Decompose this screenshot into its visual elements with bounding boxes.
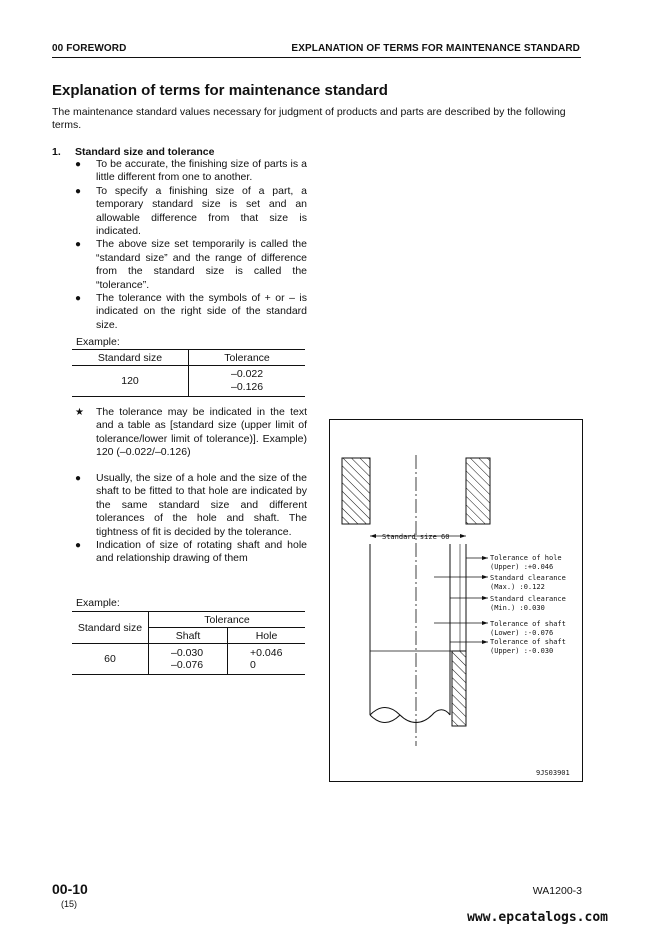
- diagram-label: Standard clearance: [490, 574, 566, 582]
- section-title: Standard size and tolerance: [75, 146, 215, 158]
- diagram-drawing: [330, 420, 582, 781]
- table-header: Standard size: [72, 612, 149, 644]
- star-icon: ★: [75, 407, 84, 418]
- diagram-label: (Upper) :+0.046: [490, 563, 554, 571]
- diagram-label: (Upper) :-0.030: [490, 647, 554, 655]
- table-cell: –0.030 –0.076: [149, 644, 228, 675]
- list-item: ● To specify a finishing size of a part, a temporary standard size is set and an allowable difference from that size is indicated.: [75, 184, 307, 238]
- example-2-label: Example:: [76, 597, 120, 609]
- shaft-hole-diagram: [329, 419, 583, 782]
- list-item: ● Indication of size of rotating shaft and hole and relationship drawing of them: [75, 539, 307, 565]
- table-cell: 120: [72, 366, 189, 397]
- page-title: Explanation of terms for maintenance standard: [52, 82, 388, 99]
- bullet-icon: ●: [75, 293, 82, 305]
- list-item: ● Usually, the size of a hole and the size of the shaft to be fitted to that hole are indicated by the same standard size and different tolerances of the hole and shaft. The tightness of fit is decided by the tolerance.: [75, 472, 307, 538]
- diagram-label: (Min.) :0.030: [490, 604, 545, 612]
- example-1-table: [72, 349, 305, 397]
- list-item: ● The tolerance with the symbols of + or – is indicated on the right side of the standard size.: [75, 292, 307, 331]
- list-item: ● The above size set temporarily is called the “standard size” and the range of difference from the standard size is called the “tolerance”.: [75, 238, 307, 291]
- bullet-list-fit: [75, 472, 307, 566]
- header-rule: [52, 57, 581, 58]
- table-header: Standard size: [72, 350, 189, 366]
- example-1-label: Example:: [76, 336, 120, 348]
- header-title: EXPLANATION OF TERMS FOR MAINTENANCE STANDARD: [291, 43, 580, 54]
- table-header: Tolerance: [149, 612, 306, 628]
- diagram-label: Tolerance of shaft: [490, 638, 566, 646]
- section-number: 1.: [52, 146, 61, 158]
- bullet-icon: ●: [75, 540, 82, 552]
- diagram-label: Tolerance of hole: [490, 554, 562, 562]
- table-cell: +0.046 0: [250, 647, 283, 671]
- bullet-icon: ●: [75, 159, 82, 170]
- diagram-label: (Max.) :0.122: [490, 583, 545, 591]
- bullet-icon: ●: [75, 239, 82, 251]
- table-header: Hole: [228, 628, 306, 644]
- table-cell: –0.022 –0.126: [231, 368, 264, 393]
- page-revision: (15): [61, 899, 78, 909]
- diagram-code: 9JS03901: [536, 769, 570, 777]
- diagram-label: (Lower) :-0.076: [490, 629, 554, 637]
- table-header: Tolerance: [189, 350, 306, 366]
- star-note: [75, 406, 307, 460]
- bullet-icon: ●: [75, 473, 82, 484]
- hole-wall-right: [466, 458, 490, 524]
- diagram-label: Tolerance of shaft: [490, 620, 566, 628]
- model-number: WA1200-3: [532, 885, 582, 897]
- list-item: ● To be accurate, the finishing size of parts is a little different from one to another.: [75, 158, 307, 184]
- watermark-url: www.epcatalogs.com: [467, 910, 608, 925]
- page-number: 00-10: [52, 881, 88, 897]
- dimension-label: Standard size 60: [382, 533, 450, 541]
- bullet-icon: ●: [75, 185, 82, 197]
- table-header: Shaft: [149, 628, 228, 644]
- table-cell: 60: [72, 644, 149, 675]
- list-item: ★ The tolerance may be indicated in the text and a table as [standard size (upper limit of tolerance/lower limit of tolerance)]. Example) 120 (–0.022/–0.126): [75, 406, 307, 459]
- bullet-list-definitions: [75, 158, 307, 332]
- example-2-table: [72, 611, 305, 675]
- intro-paragraph: The maintenance standard values necessary for judgment of products and parts are described by the following terms.: [52, 106, 566, 131]
- shaft-break: [370, 708, 450, 723]
- diagram-label: Standard clearance: [490, 595, 566, 603]
- header-section: 00 FOREWORD: [52, 43, 127, 54]
- sleeve-hatch: [452, 651, 466, 726]
- hole-wall-left: [342, 458, 370, 524]
